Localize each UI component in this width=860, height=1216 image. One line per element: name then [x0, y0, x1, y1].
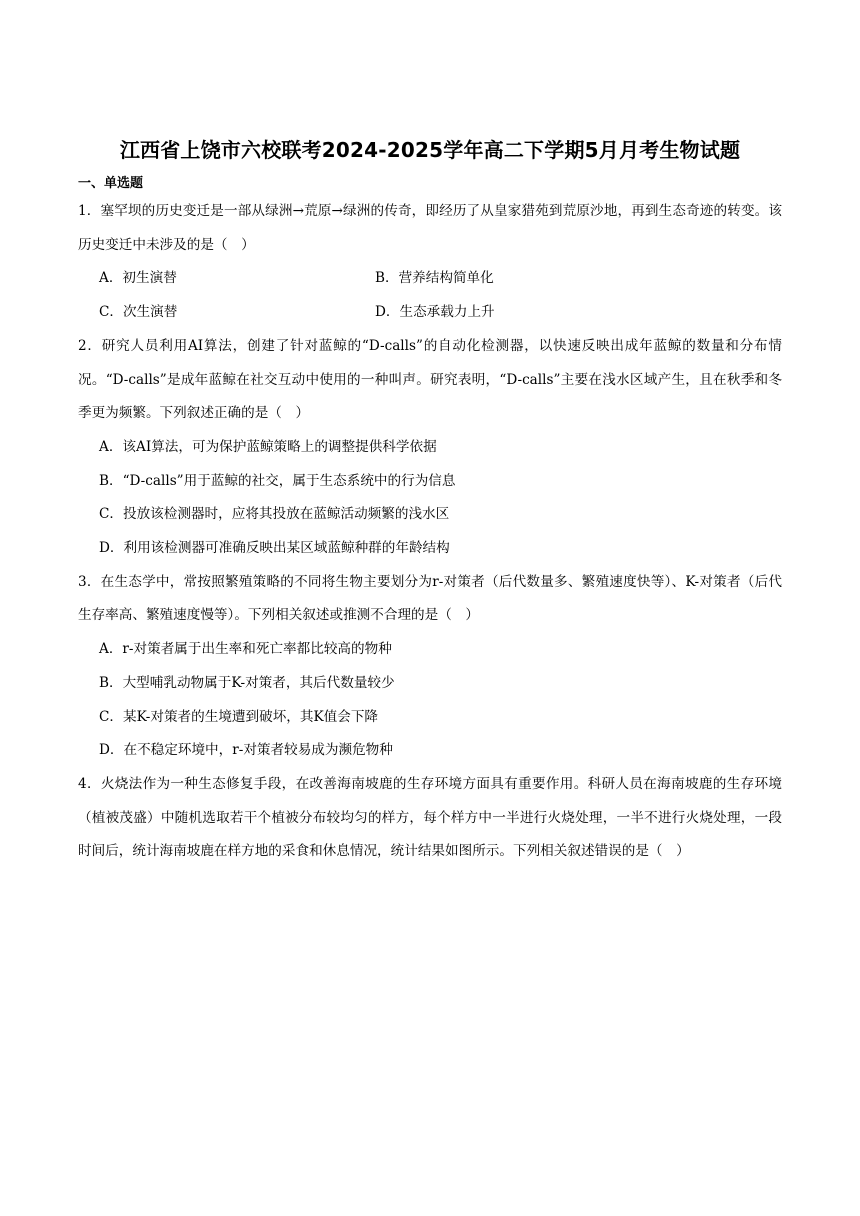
option-a: A．r-对策者属于出生率和死亡率都比较高的物种 — [99, 641, 392, 658]
section-heading: 一、单选题 — [78, 176, 144, 191]
option-c: C．某K-对策者的生境遭到破坏，其K值会下降 — [99, 708, 379, 725]
option-c: C．次生演替 — [99, 304, 178, 321]
option-group — [99, 262, 782, 329]
option-d: D．利用该检测器可准确反映出某区域蓝鲸种群的年龄结构 — [99, 540, 450, 557]
question-stem: 4．火烧法作为一种生态修复手段，在改善海南坡鹿的生存环境方面具有重要作用。科研人员在海南坡鹿的生存环境（植被茂盛）中随机选取若干个植被分布较均匀的样方，每个样方中一半进行火烧处理，一半不进行火烧处理，一段时间后，统计海南坡鹿在样方地的采食和休息情况，统计结果如图所示。下列相关叙述错误的是（ ） — [78, 775, 782, 860]
option-a: A．该AI算法，可为保护蓝鲸策略上的调整提供科学依据 — [99, 438, 437, 455]
question-list — [78, 195, 782, 869]
question-1 — [78, 195, 782, 330]
question-stem: 1．塞罕坝的历史变迁是一部从绿洲→荒原→绿洲的传奇，即经历了从皇家猎苑到荒原沙地，再到生态奇迹的转变。该历史变迁中未涉及的是（ ） — [78, 203, 782, 253]
option-group — [99, 431, 782, 566]
option-group — [99, 633, 782, 768]
question-2 — [78, 330, 782, 566]
question-3 — [78, 566, 782, 768]
page-title: 江西省上饶市六校联考2024-2025学年高二下学期5月月考生物试题 — [119, 138, 741, 162]
option-b: B．营养结构简单化 — [375, 270, 494, 287]
question-4 — [78, 768, 782, 869]
question-stem: 2．研究人员利用AI算法，创建了针对蓝鲸的“D-calls”的自动化检测器，以快速反映出成年蓝鲸的数量和分布情况。“D-calls”是成年蓝鲸在社交互动中使用的一种叫声。研究表明，“D-calls”主要在浅水区域产生，且在秋季和冬季更为频繁。下列叙述正确的是（ ） — [78, 337, 782, 422]
option-d: D．在不稳定环境中，r-对策者较易成为濒危物种 — [99, 742, 393, 759]
option-b: B．“D-calls”用于蓝鲸的社交，属于生态系统中的行为信息 — [99, 472, 456, 489]
option-a: A．初生演替 — [99, 270, 177, 287]
question-stem: 3．在生态学中，常按照繁殖策略的不同将生物主要划分为r-对策者（后代数量多、繁殖速度快等）、K-对策者（后代生存率高、繁殖速度慢等）。下列相关叙述或推测不合理的是（ ） — [78, 573, 782, 624]
option-d: D．生态承载力上升 — [375, 304, 495, 321]
option-b: B．大型哺乳动物属于K-对策者，其后代数量较少 — [99, 674, 395, 691]
option-c: C．投放该检测器时，应将其投放在蓝鲸活动频繁的浅水区 — [99, 506, 450, 523]
